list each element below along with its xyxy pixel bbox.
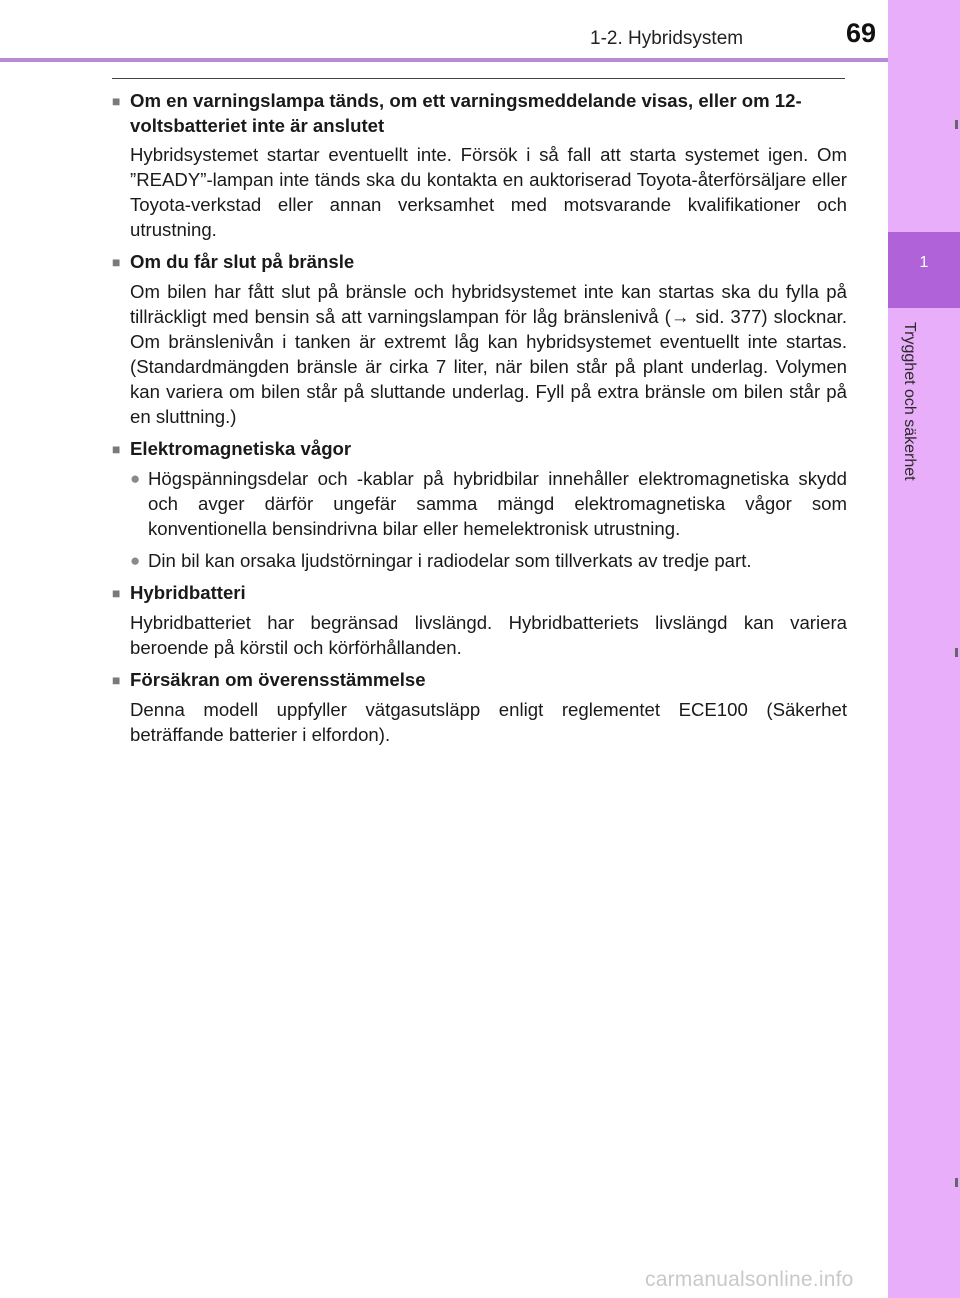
edge-tick [955, 1178, 958, 1187]
heading-text: Elektromagnetiska vågor [130, 438, 352, 459]
section-conformity [112, 667, 847, 747]
square-bullet-icon: ■ [112, 441, 121, 457]
section-battery [112, 580, 847, 660]
list-item [130, 548, 847, 573]
edge-tick [955, 120, 958, 129]
side-strip [888, 0, 960, 1298]
square-bullet-icon: ■ [112, 672, 121, 688]
section-title: 1-2. Hybridsystem [590, 28, 744, 49]
chapter-title: Trygghet och säkerhet [901, 322, 918, 481]
heading-text: Hybridbatteri [130, 582, 246, 603]
heading-text: Om du får slut på bränsle [130, 251, 355, 272]
section-heading [112, 580, 847, 606]
section-body: Hybridbatteriet har begränsad livslängd. Hybridbatteriets livslängd kan variera beroende på körstil och körförhållanden. [130, 612, 847, 658]
circle-bullet-icon: ● [130, 469, 141, 488]
heading-text: Om en varningslampa tänds, om ett varningsmeddelande visas, eller om 12-voltsbatteriet inte är anslutet [130, 90, 802, 136]
section-electromagnetic [112, 436, 847, 573]
section-body: Om bilen har fått slut på bränsle och hybridsystemet inte kan startas ska du fylla på tillräckligt med bensin så att varningslampan för låg bränslenivå (→ sid. 377) slocknar. Om bränslenivån i tanken är extremt låg kan hybridsystemet eventuellt inte startas. (Standardmängden bränsle är cirka 7 liter, när bilen står på plant underlag. Volymen kan variera om bilen står på sluttande underlag. Fyll på extra bränsle om bilen står på en sluttning.) [130, 281, 847, 427]
page-content [112, 88, 847, 754]
chapter-number: 1 [919, 254, 929, 271]
section-warning [112, 88, 847, 242]
section-heading [112, 667, 847, 693]
list-item [130, 466, 847, 541]
section-body: Hybridsystemet startar eventuellt inte. Försök i så fall att starta systemet igen. Om ”READY”-lampan inte tänds ska du kontakta en auktoriserad Toyota-återförsäljare eller Toyota-verkstad eller annan verksamhet med motsvarande kvalifikationer och utrustning. [130, 144, 847, 240]
watermark: carmanualsonline.info [645, 1268, 854, 1291]
section-body: Denna modell uppfyller vätgasutsläpp enligt reglementet ECE100 (Säkerhet beträffande batterier i elfordon). [130, 699, 847, 745]
square-bullet-icon: ■ [112, 93, 121, 109]
edge-tick [955, 648, 958, 657]
section-heading [112, 249, 847, 275]
section-heading [112, 436, 847, 462]
list-item-text: Högspänningsdelar och -kablar på hybridbilar innehåller elektromagnetiska skydd och avger därför ungefär samma mängd elektromagnetiska vågor som konventionella bensindrivna bilar eller hemelektronisk utrustning. [148, 468, 847, 539]
square-bullet-icon: ■ [112, 585, 121, 601]
heading-text: Försäkran om överensstämmelse [130, 669, 426, 690]
section-fuel [112, 249, 847, 429]
circle-bullet-icon: ● [130, 551, 141, 570]
list-item-text: Din bil kan orsaka ljudstörningar i radiodelar som tillverkats av tredje part. [148, 550, 752, 571]
section-heading [112, 88, 847, 138]
chapter-title-wrap [898, 322, 920, 532]
square-bullet-icon: ■ [112, 254, 121, 270]
page-number: 69 [846, 18, 877, 48]
content-rule [112, 78, 845, 79]
header-rule [0, 58, 888, 62]
